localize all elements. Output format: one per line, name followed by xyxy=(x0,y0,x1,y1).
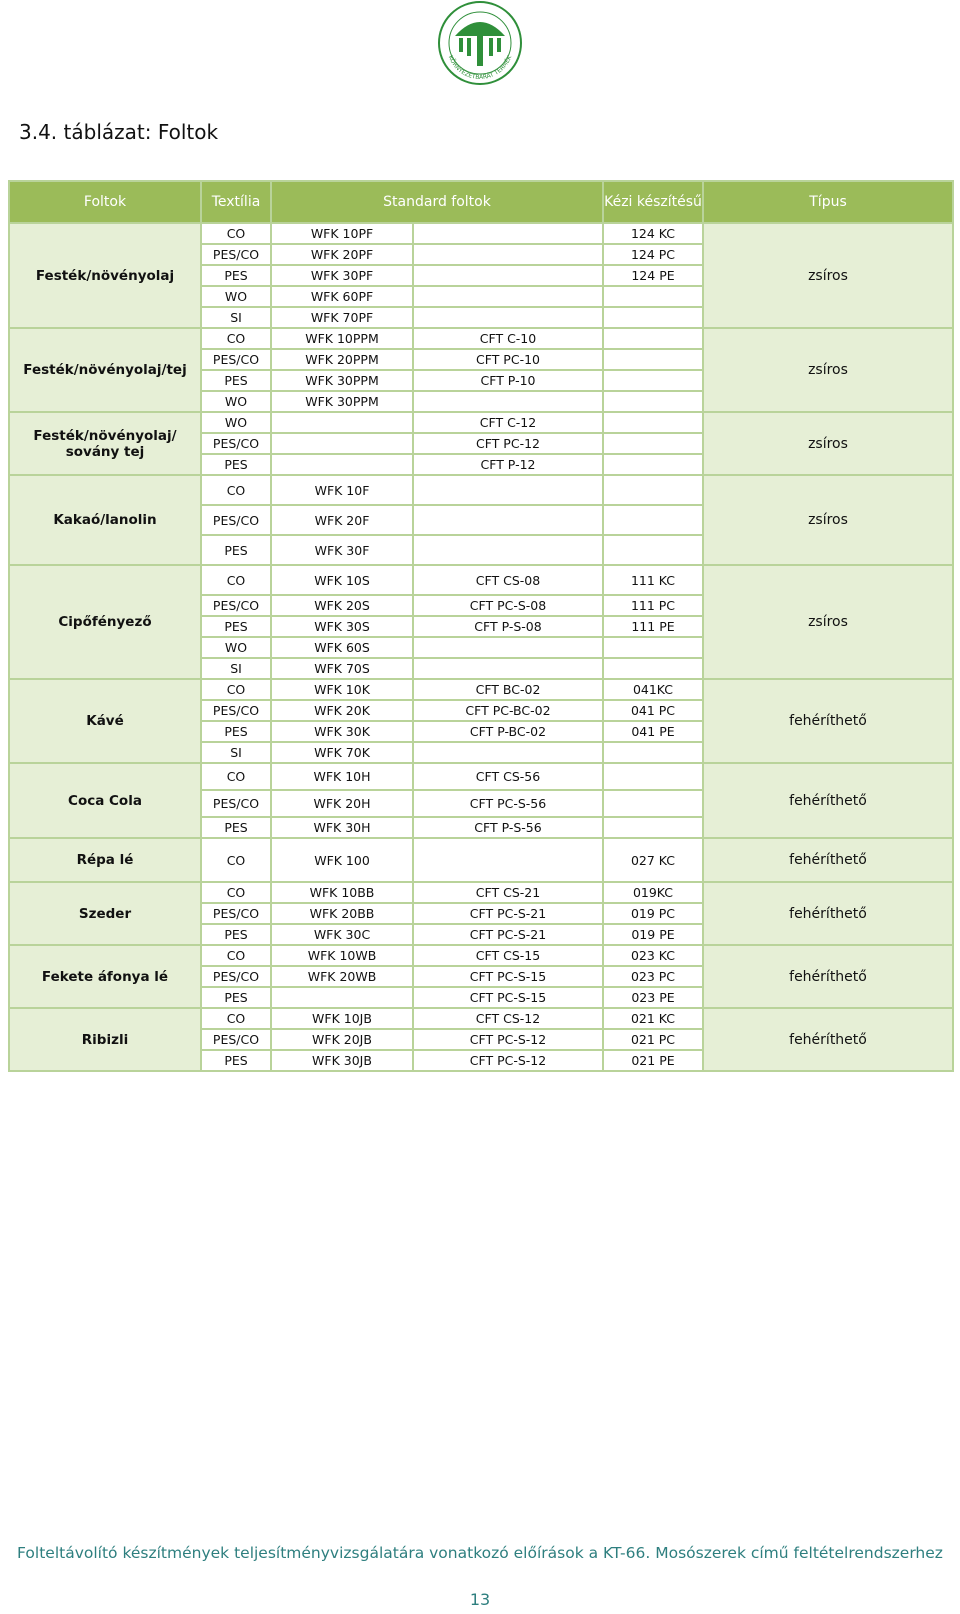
stain-name-cell: Festék/növényolaj/ sovány tej xyxy=(9,412,201,475)
textile-cell: PES xyxy=(201,535,271,565)
manual-cell xyxy=(603,370,703,391)
standard-wfk-cell: WFK 10PPM xyxy=(271,328,413,349)
standard-cft-cell: CFT P-BC-02 xyxy=(413,721,603,742)
stain-name-cell: Festék/növényolaj/tej xyxy=(9,328,201,412)
manual-cell: 023 KC xyxy=(603,945,703,966)
manual-cell xyxy=(603,412,703,433)
type-cell: fehéríthető xyxy=(703,763,953,838)
textile-cell: WO xyxy=(201,286,271,307)
textile-cell: CO xyxy=(201,475,271,505)
manual-cell: 124 PC xyxy=(603,244,703,265)
standard-cft-cell: CFT CS-21 xyxy=(413,882,603,903)
standard-wfk-cell: WFK 10K xyxy=(271,679,413,700)
type-cell: fehéríthető xyxy=(703,1008,953,1071)
stain-name-cell: Coca Cola xyxy=(9,763,201,838)
table-row xyxy=(9,328,953,349)
table-row xyxy=(9,412,953,433)
textile-cell: PES xyxy=(201,1050,271,1071)
standard-wfk-cell xyxy=(271,454,413,475)
manual-cell: 019KC xyxy=(603,882,703,903)
standard-wfk-cell: WFK 20H xyxy=(271,790,413,817)
standard-wfk-cell: WFK 20F xyxy=(271,505,413,535)
textile-cell: CO xyxy=(201,565,271,595)
manual-cell: 124 PE xyxy=(603,265,703,286)
textile-cell: PES xyxy=(201,265,271,286)
standard-cft-cell: CFT PC-S-21 xyxy=(413,903,603,924)
manual-cell xyxy=(603,742,703,763)
manual-cell: 023 PE xyxy=(603,987,703,1008)
textile-cell: CO xyxy=(201,223,271,244)
manual-cell xyxy=(603,790,703,817)
table-header-row xyxy=(9,181,953,223)
manual-cell: 041 PE xyxy=(603,721,703,742)
standard-cft-cell: CFT PC-S-21 xyxy=(413,924,603,945)
col-header-type: Típus xyxy=(703,181,953,223)
manual-cell: 111 PC xyxy=(603,595,703,616)
standard-cft-cell xyxy=(413,742,603,763)
type-cell: fehéríthető xyxy=(703,679,953,763)
textile-cell: PES xyxy=(201,924,271,945)
standard-cft-cell: CFT PC-S-12 xyxy=(413,1029,603,1050)
standard-wfk-cell: WFK 30JB xyxy=(271,1050,413,1071)
page-number: 13 xyxy=(469,1590,491,1609)
manual-cell xyxy=(603,817,703,838)
stain-name-cell: Répa lé xyxy=(9,838,201,882)
textile-cell: PES/CO xyxy=(201,790,271,817)
standard-cft-cell: CFT PC-BC-02 xyxy=(413,700,603,721)
standard-cft-cell: CFT P-S-08 xyxy=(413,616,603,637)
textile-cell: PES/CO xyxy=(201,1029,271,1050)
textile-cell: PES xyxy=(201,817,271,838)
textile-cell: PES/CO xyxy=(201,505,271,535)
textile-cell: WO xyxy=(201,391,271,412)
stain-name-cell: Cipőfényező xyxy=(9,565,201,679)
standard-cft-cell xyxy=(413,658,603,679)
standard-cft-cell xyxy=(413,535,603,565)
standard-wfk-cell xyxy=(271,987,413,1008)
textile-cell: PES/CO xyxy=(201,433,271,454)
standard-wfk-cell: WFK 10PF xyxy=(271,223,413,244)
standard-wfk-cell: WFK 30PPM xyxy=(271,391,413,412)
standard-cft-cell: CFT PC-12 xyxy=(413,433,603,454)
standard-wfk-cell: WFK 10H xyxy=(271,763,413,790)
standard-wfk-cell: WFK 20JB xyxy=(271,1029,413,1050)
table-body xyxy=(9,223,953,1071)
standard-cft-cell: CFT PC-S-15 xyxy=(413,966,603,987)
stains-table xyxy=(8,180,954,1072)
standard-wfk-cell: WFK 30F xyxy=(271,535,413,565)
standard-wfk-cell: WFK 20S xyxy=(271,595,413,616)
textile-cell: PES/CO xyxy=(201,903,271,924)
standard-wfk-cell: WFK 10WB xyxy=(271,945,413,966)
manual-cell: 019 PC xyxy=(603,903,703,924)
standard-cft-cell: CFT CS-08 xyxy=(413,565,603,595)
type-cell: zsíros xyxy=(703,475,953,565)
type-cell: zsíros xyxy=(703,223,953,328)
type-cell: fehéríthető xyxy=(703,882,953,945)
standard-wfk-cell: WFK 30C xyxy=(271,924,413,945)
standard-cft-cell: CFT PC-S-56 xyxy=(413,790,603,817)
manual-cell xyxy=(603,391,703,412)
type-cell: zsíros xyxy=(703,565,953,679)
manual-cell: 021 KC xyxy=(603,1008,703,1029)
standard-wfk-cell: WFK 10BB xyxy=(271,882,413,903)
stain-name-cell: Kávé xyxy=(9,679,201,763)
manual-cell xyxy=(603,505,703,535)
standard-wfk-cell: WFK 20PF xyxy=(271,244,413,265)
textile-cell: SI xyxy=(201,742,271,763)
standard-cft-cell xyxy=(413,286,603,307)
stain-name-cell: Szeder xyxy=(9,882,201,945)
standard-wfk-cell: WFK 10JB xyxy=(271,1008,413,1029)
standard-wfk-cell: WFK 70PF xyxy=(271,307,413,328)
manual-cell: 111 KC xyxy=(603,565,703,595)
manual-cell xyxy=(603,658,703,679)
manual-cell xyxy=(603,349,703,370)
standard-cft-cell: CFT CS-15 xyxy=(413,945,603,966)
manual-cell xyxy=(603,286,703,307)
table-row xyxy=(9,882,953,903)
standard-wfk-cell: WFK 10F xyxy=(271,475,413,505)
standard-cft-cell xyxy=(413,391,603,412)
type-cell: zsíros xyxy=(703,412,953,475)
standard-cft-cell: CFT CS-12 xyxy=(413,1008,603,1029)
manual-cell: 027 KC xyxy=(603,838,703,882)
manual-cell: 124 KC xyxy=(603,223,703,244)
textile-cell: PES/CO xyxy=(201,966,271,987)
manual-cell: 111 PE xyxy=(603,616,703,637)
textile-cell: PES/CO xyxy=(201,595,271,616)
manual-cell xyxy=(603,307,703,328)
col-header-standard: Standard foltok xyxy=(271,181,603,223)
textile-cell: WO xyxy=(201,637,271,658)
table-row xyxy=(9,223,953,244)
manual-cell xyxy=(603,763,703,790)
manual-cell xyxy=(603,475,703,505)
table-row xyxy=(9,838,953,882)
standard-wfk-cell: WFK 30H xyxy=(271,817,413,838)
manual-cell: 023 PC xyxy=(603,966,703,987)
textile-cell: CO xyxy=(201,328,271,349)
stain-name-cell: Kakaó/lanolin xyxy=(9,475,201,565)
textile-cell: SI xyxy=(201,307,271,328)
standard-wfk-cell: WFK 70S xyxy=(271,658,413,679)
manual-cell xyxy=(603,328,703,349)
standard-cft-cell: CFT PC-S-08 xyxy=(413,595,603,616)
eco-label-logo xyxy=(437,0,523,86)
table-row xyxy=(9,679,953,700)
manual-cell: 019 PE xyxy=(603,924,703,945)
standard-wfk-cell: WFK 10S xyxy=(271,565,413,595)
type-cell: fehéríthető xyxy=(703,838,953,882)
standard-cft-cell: CFT P-S-56 xyxy=(413,817,603,838)
standard-cft-cell: CFT C-12 xyxy=(413,412,603,433)
stain-name-cell: Festék/növényolaj xyxy=(9,223,201,328)
manual-cell xyxy=(603,637,703,658)
textile-cell: CO xyxy=(201,838,271,882)
textile-cell: PES xyxy=(201,987,271,1008)
manual-cell: 021 PE xyxy=(603,1050,703,1071)
standard-wfk-cell: WFK 100 xyxy=(271,838,413,882)
standard-wfk-cell: WFK 30PPM xyxy=(271,370,413,391)
standard-cft-cell: CFT PC-S-12 xyxy=(413,1050,603,1071)
textile-cell: CO xyxy=(201,882,271,903)
standard-cft-cell xyxy=(413,265,603,286)
standard-wfk-cell: WFK 30PF xyxy=(271,265,413,286)
textile-cell: WO xyxy=(201,412,271,433)
standard-cft-cell xyxy=(413,505,603,535)
table-row xyxy=(9,1008,953,1029)
table-row xyxy=(9,565,953,595)
standard-wfk-cell xyxy=(271,433,413,454)
manual-cell: 041KC xyxy=(603,679,703,700)
standard-wfk-cell xyxy=(271,412,413,433)
standard-cft-cell: CFT P-10 xyxy=(413,370,603,391)
stain-name-cell: Fekete áfonya lé xyxy=(9,945,201,1008)
manual-cell: 041 PC xyxy=(603,700,703,721)
standard-cft-cell: CFT BC-02 xyxy=(413,679,603,700)
standard-wfk-cell: WFK 20K xyxy=(271,700,413,721)
standard-wfk-cell: WFK 20BB xyxy=(271,903,413,924)
standard-cft-cell: CFT CS-56 xyxy=(413,763,603,790)
standard-cft-cell xyxy=(413,244,603,265)
manual-cell: 021 PC xyxy=(603,1029,703,1050)
standard-cft-cell: CFT PC-10 xyxy=(413,349,603,370)
standard-cft-cell xyxy=(413,637,603,658)
standard-wfk-cell: WFK 20WB xyxy=(271,966,413,987)
standard-cft-cell xyxy=(413,475,603,505)
stain-name-cell: Ribizli xyxy=(9,1008,201,1071)
col-header-manual: Kézi készítésű xyxy=(603,181,703,223)
manual-cell xyxy=(603,535,703,565)
textile-cell: SI xyxy=(201,658,271,679)
manual-cell xyxy=(603,454,703,475)
standard-cft-cell xyxy=(413,838,603,882)
textile-cell: PES/CO xyxy=(201,349,271,370)
standard-cft-cell xyxy=(413,223,603,244)
footer-text: Folteltávolító készítmények teljesítményvizsgálatára vonatkozó előírások a KT-66. Mosószerek című feltételrendszerhez xyxy=(17,1544,943,1562)
col-header-textile: Textília xyxy=(201,181,271,223)
textile-cell: PES xyxy=(201,616,271,637)
standard-cft-cell: CFT PC-S-15 xyxy=(413,987,603,1008)
standard-wfk-cell: WFK 70K xyxy=(271,742,413,763)
manual-cell xyxy=(603,433,703,454)
textile-cell: CO xyxy=(201,945,271,966)
standard-wfk-cell: WFK 60PF xyxy=(271,286,413,307)
textile-cell: CO xyxy=(201,763,271,790)
standard-wfk-cell: WFK 60S xyxy=(271,637,413,658)
textile-cell: CO xyxy=(201,1008,271,1029)
textile-cell: PES/CO xyxy=(201,244,271,265)
type-cell: zsíros xyxy=(703,328,953,412)
table-caption: 3.4. táblázat: Foltok xyxy=(19,120,219,144)
table-row xyxy=(9,475,953,505)
textile-cell: PES xyxy=(201,370,271,391)
standard-cft-cell: CFT P-12 xyxy=(413,454,603,475)
textile-cell: CO xyxy=(201,679,271,700)
standard-wfk-cell: WFK 20PPM xyxy=(271,349,413,370)
col-header-stain: Foltok xyxy=(9,181,201,223)
logo-text: KÖRNYEZETBARÁT TERMÉK xyxy=(446,54,514,82)
textile-cell: PES xyxy=(201,721,271,742)
standard-wfk-cell: WFK 30S xyxy=(271,616,413,637)
textile-cell: PES/CO xyxy=(201,700,271,721)
textile-cell: PES xyxy=(201,454,271,475)
standard-wfk-cell: WFK 30K xyxy=(271,721,413,742)
table-row xyxy=(9,763,953,790)
type-cell: fehéríthető xyxy=(703,945,953,1008)
standard-cft-cell xyxy=(413,307,603,328)
standard-cft-cell: CFT C-10 xyxy=(413,328,603,349)
table-row xyxy=(9,945,953,966)
